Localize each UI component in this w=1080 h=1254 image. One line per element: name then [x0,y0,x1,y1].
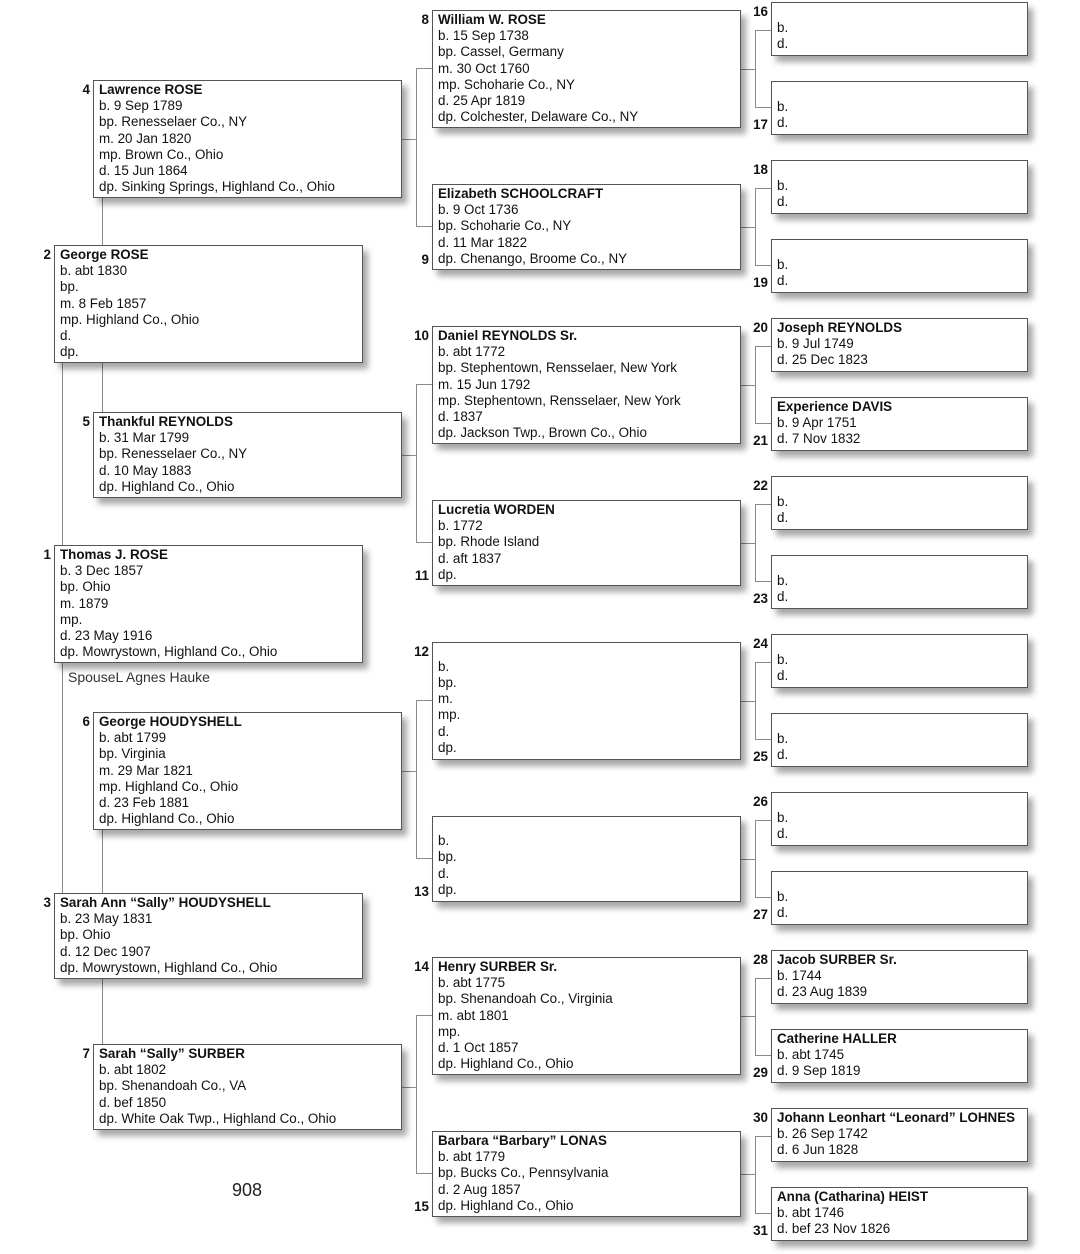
person-fact: d. [777,35,789,51]
person-box[interactable] [93,80,402,198]
person-fact: d. 7 Nov 1832 [777,431,861,447]
person-fact: d. 9 Sep 1819 [777,1063,861,1079]
person-fact: mp. Stephentown, Rensselaer, New York [438,392,681,408]
person-fact: mp. Highland Co., Ohio [60,311,200,327]
connector-line [402,455,416,456]
person-details [777,494,788,526]
person-fact: b. 15 Sep 1738 [438,28,529,44]
connector-line [416,1173,432,1174]
person-details [438,328,740,441]
person-fact: b. [777,730,789,746]
connector-line [741,859,755,860]
person-fact: d. [777,272,789,288]
connector-line [416,700,432,701]
person-box[interactable] [771,634,1028,688]
person-box[interactable] [432,10,741,128]
ahnentafel-number: 30 [753,1110,768,1125]
connector-line [755,107,771,108]
person-name: Daniel REYNOLDS Sr. [438,328,578,343]
person-details [438,186,740,267]
person-fact: mp. [60,611,83,627]
person-fact: bp. [438,849,457,865]
connector-line [102,198,103,245]
person-fact: d. [777,825,789,841]
ahnentafel-number: 16 [753,4,768,19]
ahnentafel-number: 7 [82,1046,90,1061]
person-box[interactable] [771,1187,1028,1241]
ahnentafel-number: 21 [753,433,768,448]
connector-line [755,265,771,266]
person-box[interactable] [432,642,741,760]
connector-line [755,978,756,1055]
person-details [777,178,788,210]
person-box[interactable] [432,326,741,444]
person-box[interactable] [771,713,1028,767]
person-name: Thomas J. ROSE [60,547,168,562]
person-box[interactable] [771,2,1028,56]
connector-line [755,30,756,107]
person-fact: d. [777,588,789,604]
person-fact: b. [777,651,789,667]
person-box[interactable] [432,816,741,902]
connector-line [741,69,755,70]
connector-line [755,662,771,663]
person-box[interactable] [771,160,1028,214]
person-box[interactable] [432,500,741,586]
connector-line [102,363,103,412]
ahnentafel-number: 17 [753,117,768,132]
person-fact: bp. Renesselaer Co., NY [99,114,248,130]
person-fact: b. [777,177,789,193]
person-details [777,731,788,763]
person-details [60,895,362,976]
person-fact: b. 9 Jul 1749 [777,336,854,352]
person-name: Johann Leonhart “Leonard” LOHNES [777,1110,1016,1125]
person-fact: d. 23 Feb 1881 [99,795,190,811]
person-fact: d. [60,328,72,344]
person-fact: mp. Highland Co., Ohio [99,778,239,794]
person-fact: bp. Schoharie Co., NY [438,218,572,234]
person-fact: m. abt 1801 [438,1007,509,1023]
connector-line [755,346,756,423]
ahnentafel-number: 28 [753,952,768,967]
person-fact: b. 23 May 1831 [60,911,153,927]
connector-line [755,1055,771,1056]
person-fact: bp. Cassel, Germany [438,44,564,60]
connector-line [755,1213,771,1214]
person-details [99,714,401,827]
ahnentafel-number: 2 [43,247,51,262]
person-box[interactable] [771,239,1028,293]
person-details [438,12,740,125]
person-fact: dp. Highland Co., Ohio [438,1197,574,1213]
connector-line [755,30,771,31]
person-fact: bp. [60,279,79,295]
connector-line [755,739,771,740]
person-details [777,810,788,842]
ahnentafel-number: 26 [753,794,768,809]
person-details [438,659,460,756]
person-fact: d. bef 23 Nov 1826 [777,1221,891,1237]
connector-line [755,820,771,821]
person-box[interactable] [432,184,741,270]
person-fact: d. 2 Aug 1857 [438,1181,521,1197]
connector-line [102,979,103,1044]
person-box[interactable] [93,1044,402,1130]
person-fact: d. 6 Jun 1828 [777,1142,859,1158]
ahnentafel-number: 15 [414,1199,429,1214]
person-fact: mp. Brown Co., Ohio [99,146,224,162]
person-fact: bp. Ohio [60,927,111,943]
connector-line [755,346,771,347]
person-fact: bp. Ohio [60,579,111,595]
person-fact: b. 9 Sep 1789 [99,98,183,114]
person-fact: b. abt 1775 [438,975,506,991]
ahnentafel-number: 14 [414,959,429,974]
person-fact: dp. Sinking Springs, Highland Co., Ohio [99,179,335,195]
person-box[interactable] [432,1131,741,1217]
person-fact: b. [777,19,789,35]
person-name: George HOUDYSHELL [99,714,242,729]
person-fact: dp. Highland Co., Ohio [99,811,235,827]
person-fact: d. [777,193,789,209]
person-details [438,1133,740,1214]
person-fact: d. 15 Jun 1864 [99,163,188,179]
person-name: Barbara “Barbary” LONAS [438,1133,607,1148]
ahnentafel-number: 10 [414,328,429,343]
person-fact: b. abt 1746 [777,1205,845,1221]
person-fact: dp. Chenango, Broome Co., NY [438,250,628,266]
person-name: Experience DAVIS [777,399,893,414]
person-details [60,247,362,360]
person-fact: d. 25 Apr 1819 [438,93,526,109]
ahnentafel-number: 23 [753,591,768,606]
person-box[interactable] [54,245,363,363]
person-fact: b. abt 1779 [438,1149,506,1165]
person-fact: m. 15 Jun 1792 [438,376,531,392]
person-fact: dp. Colchester, Delaware Co., NY [438,109,639,125]
person-name: Sarah “Sally” SURBER [99,1046,245,1061]
person-fact: d. 12 Dec 1907 [60,943,151,959]
person-details [99,414,401,495]
person-fact: b. abt 1830 [60,263,128,279]
connector-line [402,771,416,772]
connector-line [416,700,417,858]
person-fact: dp. Highland Co., Ohio [438,1056,574,1072]
ahnentafel-number: 1 [43,547,51,562]
ahnentafel-number: 27 [753,907,768,922]
person-fact: m. 29 Mar 1821 [99,762,193,778]
person-fact: b. 1744 [777,968,822,984]
person-fact: b. 1772 [438,518,483,534]
person-fact: bp. Rhode Island [438,534,540,550]
person-box[interactable] [771,792,1028,846]
person-fact: mp. Schoharie Co., NY [438,76,575,92]
person-details [777,320,1027,369]
person-fact: d. bef 1850 [99,1094,167,1110]
person-details [777,952,1027,1001]
person-fact: d. 10 May 1883 [99,462,192,478]
connector-line [416,858,432,859]
person-box[interactable] [771,950,1028,1004]
person-fact: dp. White Oak Twp., Highland Co., Ohio [99,1110,337,1126]
connector-line [416,384,432,385]
person-fact: m. [438,691,453,707]
person-fact: dp. Mowrystown, Highland Co., Ohio [60,644,278,660]
connector-line [741,1016,755,1017]
person-name: Thankful REYNOLDS [99,414,233,429]
person-details [777,1110,1027,1159]
person-fact: m. 1879 [60,595,109,611]
connector-line [755,978,771,979]
person-fact: bp. Bucks Co., Pennsylvania [438,1165,609,1181]
person-fact: m. 20 Jan 1820 [99,130,192,146]
connector-line [755,188,771,189]
person-name: Catherine HALLER [777,1031,897,1046]
person-fact: d. [777,667,789,683]
person-details [777,573,788,605]
person-fact: d. [777,114,789,130]
person-details [438,959,740,1072]
person-fact: d. 1 Oct 1857 [438,1040,519,1056]
person-fact: b. abt 1745 [777,1047,845,1063]
person-fact: dp. [60,344,79,360]
person-fact: b. 3 Dec 1857 [60,563,144,579]
person-box[interactable] [93,412,402,498]
person-box[interactable] [771,81,1028,135]
connector-line [741,543,755,544]
person-fact: d. [438,865,450,881]
ahnentafel-number: 3 [43,895,51,910]
person-name: George ROSE [60,247,149,262]
person-details [99,82,401,195]
ahnentafel-number: 19 [753,275,768,290]
connector-line [741,1174,755,1175]
person-box[interactable] [771,555,1028,609]
person-fact: b. [438,658,450,674]
ahnentafel-number: 25 [753,749,768,764]
connector-line [416,384,417,542]
person-fact: b. 26 Sep 1742 [777,1126,868,1142]
person-fact: dp. Highland Co., Ohio [99,478,235,494]
connector-line [741,227,755,228]
person-box[interactable] [771,476,1028,530]
person-fact: d. [777,509,789,525]
person-fact: b. 9 Apr 1751 [777,415,857,431]
person-box[interactable] [771,318,1028,372]
connector-line [755,820,756,897]
person-details [777,652,788,684]
connector-line [755,662,756,739]
ahnentafel-number: 29 [753,1065,768,1080]
person-name: Lawrence ROSE [99,82,203,97]
person-details [777,1189,1027,1238]
person-fact: b. abt 1802 [99,1062,167,1078]
connector-line [741,385,755,386]
connector-line [416,1015,417,1173]
person-details [99,1046,401,1127]
person-fact: d. 25 Dec 1823 [777,352,868,368]
person-fact: mp. [438,707,461,723]
connector-line [755,581,771,582]
page-number: 908 [232,1180,263,1200]
person-fact: b. [777,493,789,509]
person-details [777,399,1027,448]
person-name: Lucretia WORDEN [438,502,555,517]
person-box[interactable] [93,712,402,830]
person-fact: dp. Jackson Twp., Brown Co., Ohio [438,425,647,441]
person-fact: bp. Stephentown, Rensselaer, New York [438,360,677,376]
person-fact: d. aft 1837 [438,550,502,566]
person-fact: b. abt 1772 [438,344,506,360]
person-fact: bp. Shenandoah Co., Virginia [438,991,613,1007]
connector-line [755,188,756,265]
ahnentafel-number: 20 [753,320,768,335]
ahnentafel-number: 5 [82,414,90,429]
person-fact: m. 30 Oct 1760 [438,60,530,76]
ahnentafel-number: 8 [421,12,429,27]
person-name: Sarah Ann “Sally” HOUDYSHELL [60,895,271,910]
person-details [777,257,788,289]
connector-line [402,1087,416,1088]
ahnentafel-number: 12 [414,644,429,659]
person-fact: dp. [438,739,457,755]
person-fact: b. [777,888,789,904]
person-fact: d. 23 May 1916 [60,628,153,644]
person-box[interactable] [432,957,741,1075]
person-details [777,889,788,921]
connector-line [755,897,771,898]
person-fact: b. 31 Mar 1799 [99,430,190,446]
person-box[interactable] [771,1029,1028,1083]
person-fact: dp. Mowrystown, Highland Co., Ohio [60,959,278,975]
person-fact: dp. [438,881,457,897]
connector-line [755,504,771,505]
person-fact: d. 23 Aug 1839 [777,984,868,1000]
person-fact: b. [777,98,789,114]
person-fact: d. 1837 [438,409,483,425]
person-fact: mp. [438,1023,461,1039]
person-details [777,99,788,131]
ahnentafel-number: 9 [421,252,429,267]
ahnentafel-number: 6 [82,714,90,729]
connector-line [755,504,756,581]
person-name: Anna (Catharina) HEIST [777,1189,929,1204]
person-fact: b. [777,256,789,272]
person-box[interactable] [771,397,1028,451]
person-fact: b. abt 1799 [99,730,167,746]
connector-line [755,423,771,424]
person-fact: d. 11 Mar 1822 [438,234,528,250]
connector-line [741,701,755,702]
person-box[interactable] [54,545,363,663]
person-fact: bp. Shenandoah Co., VA [99,1078,247,1094]
connector-line [402,139,416,140]
person-details [60,547,362,660]
person-name: Henry SURBER Sr. [438,959,558,974]
person-fact: bp. Renesselaer Co., NY [99,446,248,462]
person-fact: b. [777,809,789,825]
connector-line [416,68,432,69]
person-name: Elizabeth SCHOOLCRAFT [438,186,604,201]
connector-line [416,542,432,543]
person-fact: d. [438,723,450,739]
person-fact: dp. [438,566,457,582]
person-box[interactable] [771,1108,1028,1162]
person-fact: d. [777,746,789,762]
person-details [777,20,788,52]
person-fact: bp. Virginia [99,746,166,762]
person-fact: d. [777,904,789,920]
connector-line [755,1136,756,1213]
person-box[interactable] [771,871,1028,925]
connector-line [102,830,103,893]
person-details [438,833,457,898]
person-details [777,1031,1027,1080]
connector-line [416,68,417,226]
person-fact: b. 9 Oct 1736 [438,202,519,218]
person-name: William W. ROSE [438,12,546,27]
connector-line [755,1136,771,1137]
spouse-note: SpouseL Agnes Hauke [68,669,210,685]
connector-line [416,1015,432,1016]
ahnentafel-number: 11 [414,568,429,583]
ahnentafel-number: 18 [753,162,768,177]
ahnentafel-number: 22 [753,478,768,493]
person-details [438,502,740,583]
person-fact: m. 8 Feb 1857 [60,295,147,311]
person-fact: b. [438,833,450,849]
ahnentafel-number: 13 [414,884,429,899]
person-name: Joseph REYNOLDS [777,320,903,335]
ahnentafel-number: 4 [82,82,90,97]
connector-line [416,226,432,227]
person-fact: b. [777,572,789,588]
person-box[interactable] [54,893,363,979]
person-fact: bp. [438,674,457,690]
ahnentafel-number: 24 [753,636,768,651]
person-name: Jacob SURBER Sr. [777,952,897,967]
ahnentafel-number: 31 [753,1223,768,1238]
